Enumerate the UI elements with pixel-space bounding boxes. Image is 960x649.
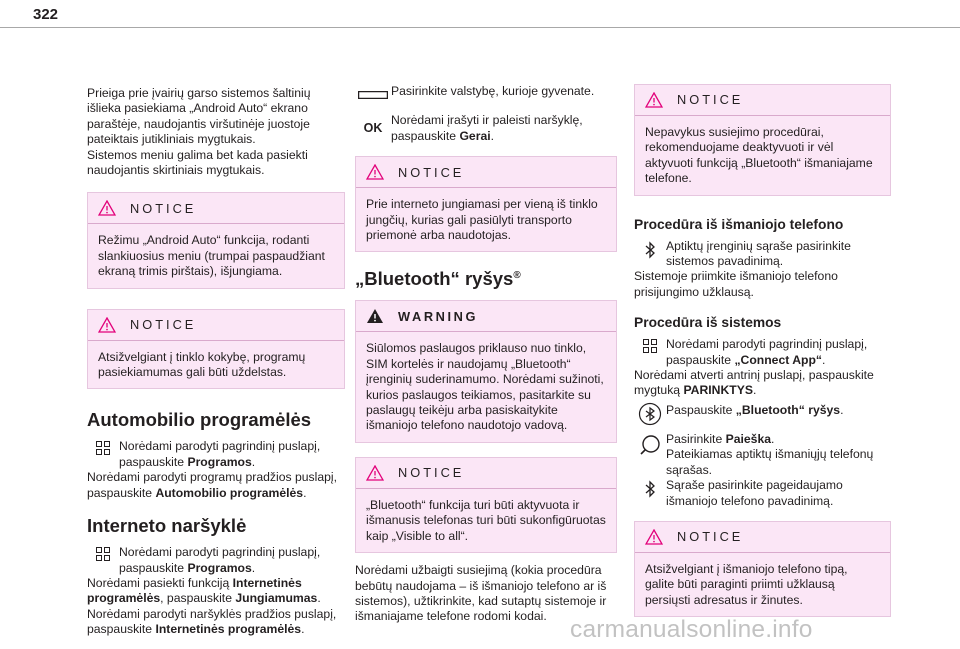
notice-box [355,457,617,553]
text: . [301,622,305,637]
notice-title: NOTICE [130,316,197,332]
text: Norėdami parodyti pagrindinį puslapį, paspauskite [666,337,868,367]
text: Norėdami parodyti pagrindinį puslapį, paspauskite [119,439,321,469]
notice-triangle-icon [645,92,663,108]
browser-instruction-1 [87,576,345,607]
watermark: carmanualsonline.info [570,616,813,643]
emphasis-gerai: Gerai [459,128,491,143]
emphasis-paieska: Paieška [725,431,772,446]
text: Norėdami įrašyti ir paleisti naršyklę, paspauskite [391,113,583,143]
ok-icon: OK [363,121,383,136]
notice-text: Režimu „Android Auto“ funkcija, rodanti slankiuosius meniu (trumpai paspaudžiant ekraną trimis pirštais), išjungiama. [98,233,325,279]
browser-grid-item [87,545,345,576]
text: . [840,402,844,417]
text: . [317,591,321,606]
phone-instruction: Sistemoje priimkite išmaniojo telefono prisijungimo užklausą. [634,269,838,299]
phone-bt-item [634,239,891,270]
notice-triangle-icon [645,529,663,545]
bluetooth-paragraph: Norėdami užbaigti susiejimą (kokia procedūra bebūtų naudojama – iš išmaniojo telefono ar iš sistemos), užtikrinkite, kad sutaptų sistemoje ir išmaniajame telefone rodomi kodai. [355,563,607,624]
emphasis-programos: Programos [187,454,252,469]
text: , paspauskite [160,591,236,606]
notice-header [356,458,616,489]
text: Norėdami parodyti pagrindinį puslapį, paspauskite [119,545,321,575]
notice-box [634,521,891,617]
notice-box [355,156,617,252]
system-instruction-1 [634,368,891,399]
emphasis-bluetooth: „Bluetooth“ ryšys [735,402,841,417]
notice-title: NOTICE [398,465,465,481]
text: Norėdami parodyti naršyklės pradžios puslapį, paspauskite [87,606,337,637]
emphasis-connectivity: Jungiamumas [235,591,318,606]
emphasis-connect-app: „Connect App“ [734,352,822,367]
warning-box [355,300,617,442]
section-heading-bluetooth [355,268,617,290]
notice-triangle-icon [98,200,116,216]
notice-box [87,192,345,288]
apps-grid-item [87,439,345,470]
notice-header [88,193,344,224]
section-heading-apps: Automobilio programėlės [87,409,312,431]
notice-header [356,157,616,188]
text: Paspauskite [666,402,736,417]
notice-text: „Bluetooth“ funkcija turi būti aktyvuota ir išmanusis telefonas turi būti sukonfigūruotas kaip „Visible to all“. [366,497,606,543]
text: . [490,128,494,143]
notice-title: NOTICE [677,529,744,545]
country-text: Pasirinkite valstybę, kurioje gyvenate. [391,84,595,98]
text: Pasirinkite [666,431,726,446]
notice-header [88,310,344,341]
warning-triangle-icon [366,308,384,324]
notice-triangle-icon [98,317,116,333]
notice-box [87,309,345,390]
bluetooth-icon [645,241,655,259]
text: . [752,383,757,398]
text: Norėdami parodyti programų pradžios puslapį, paspauskite [87,470,337,500]
bluetooth-icon [645,480,655,498]
intro-paragraph-2: Sistemos meniu galima bet kada pasiekti naudojantis skirtiniais mygtukais. [87,147,308,178]
header-divider [0,27,960,28]
notice-text: Prie interneto jungiamasi per vieną iš tinklo jungčių, kurias gali pasiūlyti transporto priemonė arba naudotojas. [366,197,598,243]
emphasis-parinktys: PARINKTYS [683,383,753,398]
text: . [771,431,775,446]
country-item [355,84,617,99]
selector-bar-icon [358,91,388,99]
text: Pateikiamas aptiktų išmaniųjų telefonų sąrašas. [666,447,874,477]
warning-header [356,301,616,332]
text: . [251,454,256,469]
warning-title: WARNING [398,308,479,324]
notice-title: NOTICE [130,200,197,216]
notice-title: NOTICE [677,92,744,108]
registered-mark: ® [513,270,521,282]
intro-paragraph-1: Prieiga prie įvairių garso sistemos šaltinių išlieka pasiekiama „Android Auto“ ekrano paraštėje, naudojantis viršutinėje juostoje pateiktais jutikliniais mygtukais. [87,86,311,147]
section-heading-system: Procedūra iš sistemos [634,315,782,331]
emphasis-web-apps: Internetinės programėlės [155,622,302,637]
sys-grid-item [634,337,891,368]
sys-search-item [634,432,891,478]
search-icon [639,434,661,456]
emphasis-programos: Programos [187,560,252,575]
text: . [303,485,307,500]
text: . [251,560,256,575]
text: Norėdami pasiekti funkciją [87,575,233,590]
notice-header [635,85,890,116]
text: . [822,352,826,367]
emphasis-web-apps: Internetinės programėlės [87,575,302,606]
notice-text: Nepavykus susiejimo procedūrai, rekomenduojame deaktyvuoti ir vėl aktyvuoti funkciją „Bluetooth“ išmaniajame telefone. [645,125,873,186]
column-3 [634,84,891,627]
section-heading-phone: Procedūra iš išmaniojo telefono [634,216,844,232]
notice-triangle-icon [366,164,384,180]
warning-text: Siūlomos paslaugos priklauso nuo tinklo, SIM kortelės ir naudojamų „Bluetooth“ įrenginių suderinamumo. Norėdami sužinoti, kurios paslaugos teikiamos, pasitarkite su paslaugų teikėju arba pasiskaitykite išmaniojo telefono naudotojo vadovą. [366,341,604,433]
notice-triangle-icon [366,465,384,481]
sys-select-item [634,478,891,509]
notice-text: Atsižvelgiant į tinklo kokybę, programų pasiekiamumas gali būti uždelstas. [98,349,306,380]
column-1 [87,86,345,638]
text: Sąraše pasirinkite pageidaujamo išmaniojo telefono pavadinimą. [666,478,843,508]
section-heading-browser: Interneto naršyklė [87,515,247,537]
browser-instruction-2 [87,607,345,638]
notice-header [635,522,890,553]
column-2 [355,84,617,625]
apps-instruction [87,470,345,501]
ok-item [355,113,617,144]
page-number: 322 [33,6,59,23]
notice-text: Atsižvelgiant į išmaniojo telefono tipą, galite būti paraginti priimti užklausą persiųsti adresatus ir žinutes. [645,561,848,607]
emphasis-apps: Automobilio programėlės [155,485,304,500]
apps-grid-icon [96,441,110,455]
apps-grid-icon [643,339,657,353]
bluetooth-connection-icon [638,402,662,426]
heading-text: „Bluetooth“ ryšys [355,268,514,290]
notice-title: NOTICE [398,164,465,180]
apps-grid-icon [96,547,110,561]
text: Norėdami atverti antrinį puslapį, paspauskite mygtuką [634,368,874,398]
notice-box [634,84,891,196]
text: Aptiktų įrenginių sąraše pasirinkite sistemos pavadinimą. [666,238,851,269]
sys-bt-item [634,400,891,426]
